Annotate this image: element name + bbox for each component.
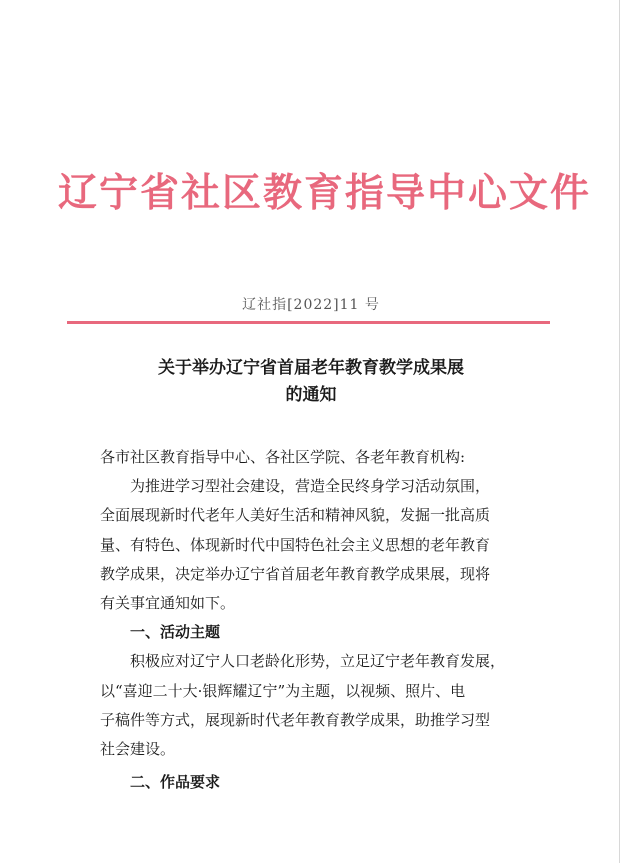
paragraph-line: 为推进学习型社会建设，营造全民终身学习活动氛围， xyxy=(130,477,491,496)
document-number: 辽社指[2022]11 号 xyxy=(242,297,380,313)
section-heading-theme: 一、活动主题 xyxy=(130,623,221,642)
paragraph-line: 子稿件等方式，展现新时代老年教育教学成果，助推学习型 xyxy=(100,710,491,729)
notice-title-line-1: 关于举办辽宁省首届老年教育教学成果展 xyxy=(158,358,464,378)
paragraph-line: 有关事宜通知如下。 xyxy=(100,594,236,613)
paragraph-line: 以“喜迎二十大·银辉耀辽宁”为主题，以视频、照片、电 xyxy=(100,681,466,700)
notice-body xyxy=(100,443,555,797)
paragraph-line: 全面展现新时代老年人美好生活和精神风貌，发掘一批高质 xyxy=(100,506,491,525)
page-edge xyxy=(619,0,620,863)
paragraph-line: 积极应对辽宁人口老龄化形势，立足辽宁老年教育发展， xyxy=(130,652,506,671)
paragraph-line: 教学成果，决定举办辽宁省首届老年教育教学成果展，现将 xyxy=(100,564,491,583)
addressee-line: 各市社区教育指导中心、各社区学院、各老年教育机构: xyxy=(100,448,466,466)
paragraph-line: 社会建设。 xyxy=(100,740,176,759)
paragraph-line: 量、有特色、体现新时代中国特色社会主义思想的老年教育 xyxy=(100,535,491,554)
notice-title-line-2: 的通知 xyxy=(285,385,337,405)
red-divider-line xyxy=(67,321,550,324)
org-header-title: 辽宁省社区教育指导中心文件 xyxy=(58,171,592,216)
section-heading-requirements: 二、作品要求 xyxy=(130,773,221,792)
notice-title xyxy=(0,355,622,409)
